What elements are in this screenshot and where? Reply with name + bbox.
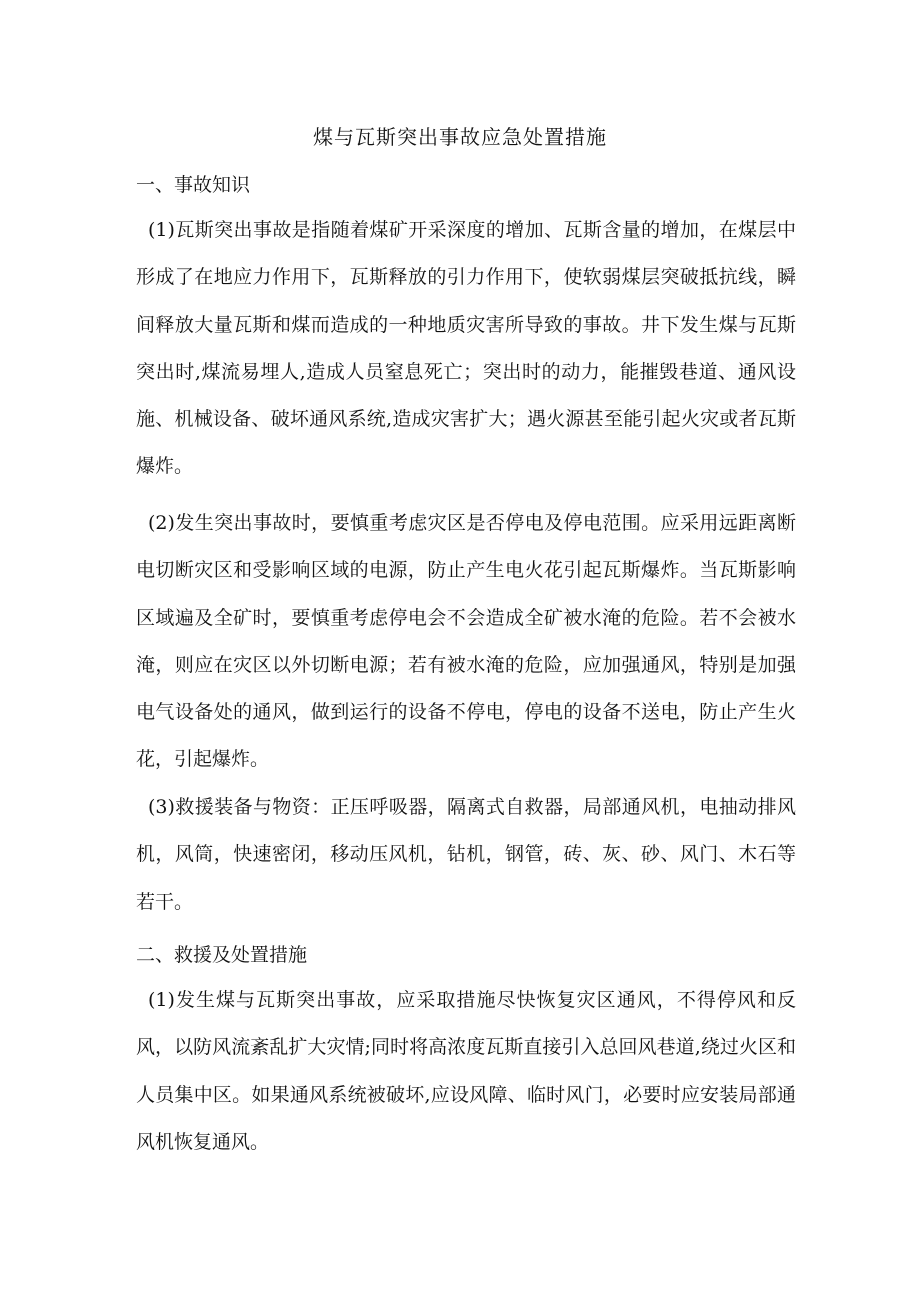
section-heading-accident-knowledge: 一、事故知识 [136,174,251,196]
document-title: 煤与瓦斯突出事故应急处置措施 [313,125,607,149]
paragraph-restore-ventilation: (1)发生煤与瓦斯突出事故，应采取措施尽快恢复灾区通风，不得停风和反风，以防风流紊乱扩大灾情;同时将高浓度瓦斯直接引入总回风巷道,绕过火区和人员集中区。如果通风系统被破坏,应设风障、临时风门，必要时应安装局部通风机恢复通风。 [136,989,796,1153]
paragraph-power-cut: (2)发生突出事故时，要慎重考虑灾区是否停电及停电范围。应采用远距离断电切断灾区和受影响区域的电源，防止产生电火花引起瓦斯爆炸。当瓦斯影响区域遍及全矿时，要慎重考虑停电会不会造成全矿被水淹的危险。若不会被水淹，则应在灾区以外切断电源；若有被水淹的危险，应加强通风，特别是加强电气设备处的通风，做到运行的设备不停电，停电的设备不送电，防止产生火花，引起爆炸。 [136,512,796,771]
paragraph-accident-definition: (1)瓦斯突出事故是指随着煤矿开采深度的增加、瓦斯含量的增加，在煤层中形成了在地应力作用下，瓦斯释放的引力作用下，使软弱煤层突破抵抗线，瞬间释放大量瓦斯和煤而造成的一种地质灾害所导致的事故。井下发生煤与瓦斯突出时,煤流易埋人,造成人员窒息死亡；突出时的动力，能摧毁巷道、通风设施、机械设备、破坏通风系统,造成灾害扩大；遇火源甚至能引起火灾或者瓦斯爆炸。 [136,219,796,478]
paragraph-rescue-equipment: (3)救援装备与物资：正压呼吸器，隔离式自救器，局部通风机，电抽动排风机，风筒，快速密闭，移动压风机，钻机，钢管，砖、灰、砂、风门、木石等若干。 [136,796,796,913]
section-heading-rescue-measures: 二、救援及处置措施 [136,944,308,966]
